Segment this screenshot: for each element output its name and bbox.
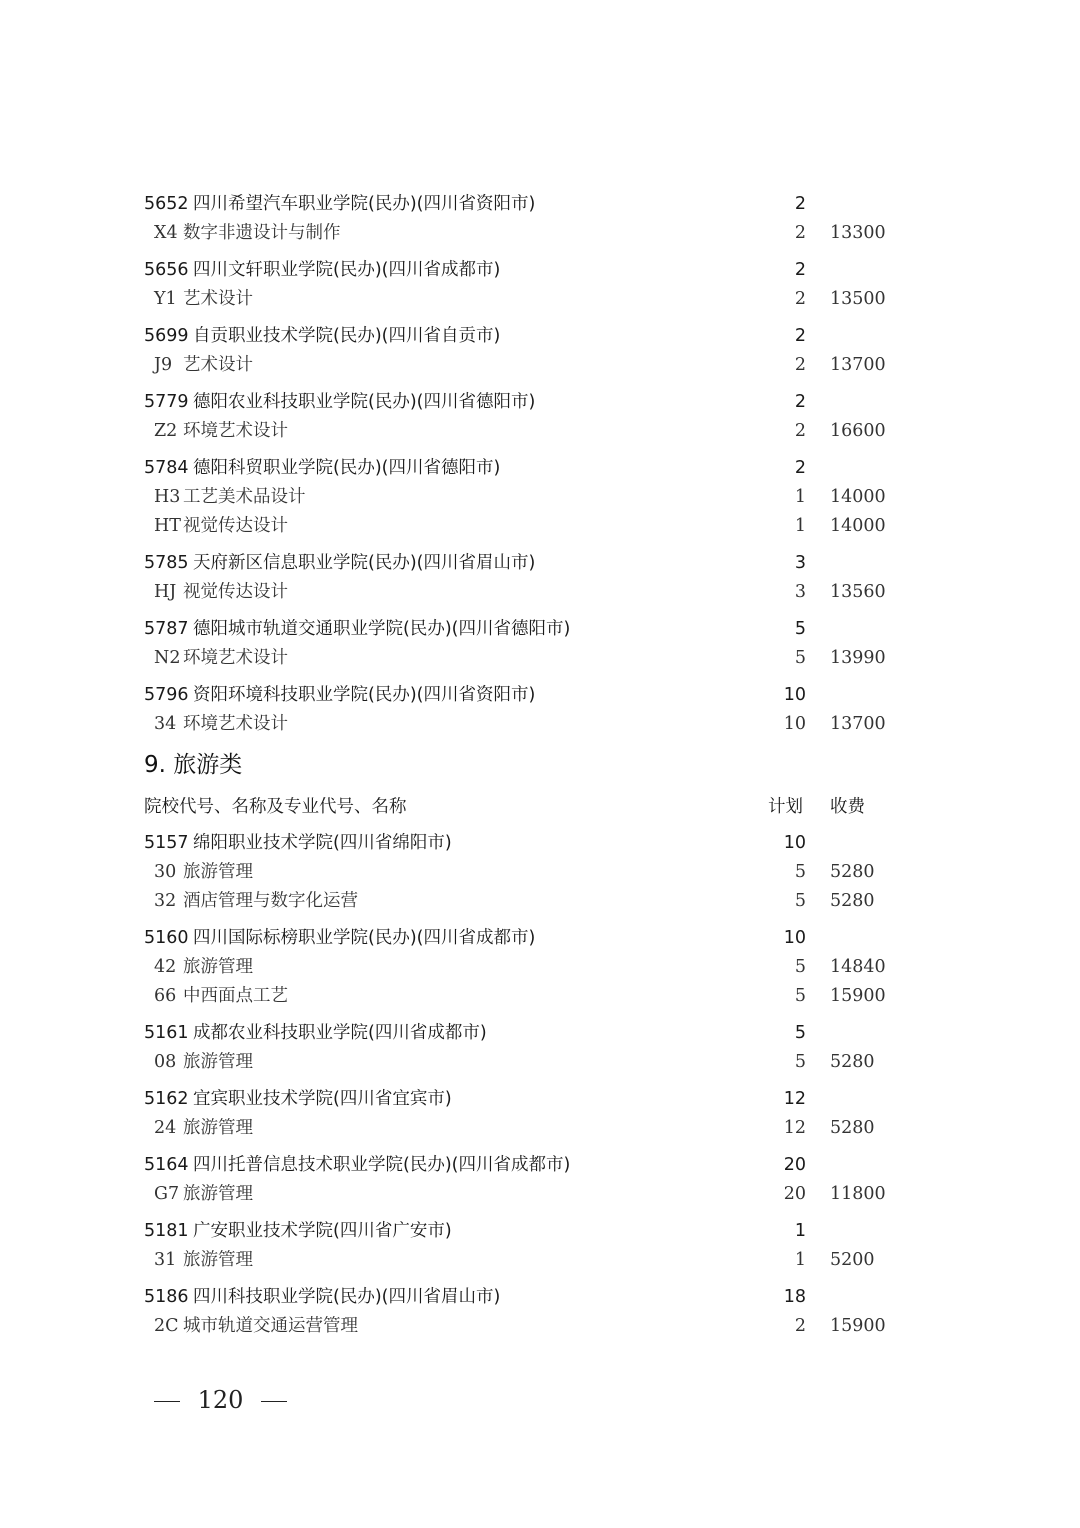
school-row [0,322,1080,351]
school-name: 天府新区信息职业学院(民办)(四川省眉山市) [193,553,536,573]
school-plan: 2 [794,458,806,478]
major-plan: 2 [794,223,806,243]
school-name: 四川希望汽车职业学院(民办)(四川省资阳市) [193,194,536,214]
major-name: 旅游管理 [183,1250,253,1270]
major-row [0,1114,1080,1143]
school-plan: 1 [794,1221,806,1241]
major-code: Z2 [154,421,178,441]
major-name: 工艺美术品设计 [183,487,306,507]
major-plan: 2 [794,355,806,375]
major-row [0,858,1080,887]
school-name: 广安职业技术学院(四川省广安市) [193,1221,452,1241]
school-code: 5160 [144,928,189,948]
school-row [0,549,1080,578]
major-fee: 13990 [830,648,886,668]
major-name: 旅游管理 [183,1118,253,1138]
school-row [0,454,1080,483]
school-group [0,190,1080,248]
major-name: 旅游管理 [183,1052,253,1072]
school-name: 四川国际标榜职业学院(民办)(四川省成都市) [193,928,536,948]
school-code: 5784 [144,458,189,478]
school-code: 5652 [144,194,189,214]
school-plan: 10 [783,928,806,948]
major-name: 数字非遗设计与制作 [183,223,341,243]
school-group [0,1283,1080,1341]
major-fee: 13700 [830,355,886,375]
school-code: 5181 [144,1221,189,1241]
major-name: 环境艺术设计 [183,714,288,734]
school-plan: 2 [794,392,806,412]
major-name: 中西面点工艺 [183,986,288,1006]
school-code: 5186 [144,1287,189,1307]
major-row [0,644,1080,673]
major-fee: 11800 [830,1184,886,1204]
major-code: 34 [154,714,177,734]
school-group [0,322,1080,380]
school-group [0,924,1080,1011]
school-name: 宜宾职业技术学院(四川省宜宾市) [193,1089,452,1109]
major-code: 31 [154,1250,177,1270]
major-row [0,953,1080,982]
school-row [0,681,1080,710]
school-name: 德阳科贸职业学院(民办)(四川省德阳市) [193,458,501,478]
school-code: 5796 [144,685,189,705]
major-code: 42 [154,957,177,977]
school-plan: 20 [783,1155,806,1175]
major-fee: 14000 [830,516,886,536]
school-code: 5699 [144,326,189,346]
lower-school-list [0,829,1080,1341]
major-code: HT [154,516,181,536]
major-code: G7 [154,1184,180,1204]
major-code: 2C [154,1316,179,1336]
school-row [0,388,1080,417]
school-code: 5162 [144,1089,189,1109]
table-header [0,793,1080,821]
school-row [0,1085,1080,1114]
school-name: 四川科技职业学院(民办)(四川省眉山市) [193,1287,501,1307]
major-fee: 15900 [830,986,886,1006]
major-row [0,1180,1080,1209]
major-plan: 2 [794,289,806,309]
major-code: Y1 [154,289,177,309]
major-row [0,483,1080,512]
major-row [0,1246,1080,1275]
major-fee: 13300 [830,223,886,243]
major-name: 环境艺术设计 [183,421,288,441]
school-code: 5161 [144,1023,189,1043]
school-row [0,829,1080,858]
school-code: 5785 [144,553,189,573]
school-name: 自贡职业技术学院(民办)(四川省自贡市) [193,326,501,346]
major-plan: 12 [783,1118,806,1138]
school-group [0,549,1080,607]
school-row [0,1283,1080,1312]
major-plan: 5 [794,1052,806,1072]
major-name: 艺术设计 [183,289,253,309]
school-group [0,1085,1080,1143]
major-name: 旅游管理 [183,862,253,882]
page-footer [144,1383,297,1417]
footer-dash-right [261,1401,287,1402]
section-title: 9. 旅游类 [144,752,243,778]
school-row [0,256,1080,285]
major-row [0,578,1080,607]
school-name: 绵阳职业技术学院(四川省绵阳市) [193,833,452,853]
major-row [0,512,1080,541]
major-fee: 5280 [830,862,875,882]
school-plan: 2 [794,326,806,346]
major-row [0,887,1080,916]
school-plan: 2 [794,194,806,214]
major-code: HJ [154,582,177,602]
school-plan: 10 [783,685,806,705]
school-code: 5779 [144,392,189,412]
major-code: H3 [154,487,181,507]
school-group [0,829,1080,916]
major-name: 视觉传达设计 [183,516,288,536]
school-code: 5787 [144,619,189,639]
major-plan: 2 [794,421,806,441]
major-code: X4 [154,223,178,243]
school-group [0,256,1080,314]
school-code: 5157 [144,833,189,853]
school-plan: 2 [794,260,806,280]
major-name: 酒店管理与数字化运营 [183,891,358,911]
school-group [0,1217,1080,1275]
major-plan: 5 [794,862,806,882]
major-code: 32 [154,891,177,911]
school-name: 四川托普信息技术职业学院(民办)(四川省成都市) [193,1155,571,1175]
major-fee: 13560 [830,582,886,602]
major-code: 24 [154,1118,177,1138]
header-name: 院校代号、名称及专业代号、名称 [144,797,407,817]
major-name: 环境艺术设计 [183,648,288,668]
major-plan: 1 [794,516,806,536]
footer-dash-left [154,1401,180,1402]
school-name: 德阳城市轨道交通职业学院(民办)(四川省德阳市) [193,619,571,639]
major-fee: 14000 [830,487,886,507]
major-fee: 15900 [830,1316,886,1336]
major-name: 旅游管理 [183,957,253,977]
school-group [0,1151,1080,1209]
header-fee: 收费 [830,797,865,817]
school-group [0,615,1080,673]
school-row [0,1019,1080,1048]
header-plan: 计划 [768,797,803,817]
school-row [0,190,1080,219]
major-code: J9 [154,355,173,375]
major-plan: 10 [783,714,806,734]
upper-school-list [0,190,1080,739]
major-fee: 16600 [830,421,886,441]
school-plan: 12 [783,1089,806,1109]
major-code: 66 [154,986,177,1006]
major-plan: 1 [794,487,806,507]
major-fee: 5280 [830,1052,875,1072]
major-row [0,982,1080,1011]
school-group [0,388,1080,446]
school-name: 成都农业科技职业学院(四川省成都市) [193,1023,487,1043]
school-group [0,1019,1080,1077]
major-row [0,1312,1080,1341]
school-name: 资阳环境科技职业学院(民办)(四川省资阳市) [193,685,536,705]
school-row [0,615,1080,644]
major-name: 城市轨道交通运营管理 [183,1316,358,1336]
major-code: 08 [154,1052,177,1072]
school-plan: 5 [794,619,806,639]
major-row [0,285,1080,314]
school-group [0,681,1080,739]
major-plan: 5 [794,957,806,977]
page-number: 120 [197,1386,244,1414]
school-plan: 10 [783,833,806,853]
major-fee: 13500 [830,289,886,309]
school-group [0,454,1080,541]
major-plan: 5 [794,986,806,1006]
major-fee: 5280 [830,891,875,911]
major-plan: 1 [794,1250,806,1270]
major-plan: 3 [794,582,806,602]
major-plan: 5 [794,891,806,911]
major-name: 旅游管理 [183,1184,253,1204]
major-row [0,219,1080,248]
major-code: 30 [154,862,177,882]
major-row [0,710,1080,739]
major-code: N2 [154,648,181,668]
school-plan: 3 [794,553,806,573]
major-row [0,1048,1080,1077]
school-row [0,924,1080,953]
school-name: 德阳农业科技职业学院(民办)(四川省德阳市) [193,392,536,412]
major-fee: 13700 [830,714,886,734]
school-row [0,1217,1080,1246]
school-name: 四川文轩职业学院(民办)(四川省成都市) [193,260,501,280]
school-plan: 18 [783,1287,806,1307]
major-fee: 5200 [830,1250,875,1270]
major-name: 视觉传达设计 [183,582,288,602]
major-plan: 2 [794,1316,806,1336]
major-row [0,351,1080,380]
major-row [0,417,1080,446]
major-plan: 5 [794,648,806,668]
school-plan: 5 [794,1023,806,1043]
school-code: 5164 [144,1155,189,1175]
major-fee: 5280 [830,1118,875,1138]
major-name: 艺术设计 [183,355,253,375]
major-plan: 20 [783,1184,806,1204]
school-row [0,1151,1080,1180]
school-code: 5656 [144,260,189,280]
major-fee: 14840 [830,957,886,977]
